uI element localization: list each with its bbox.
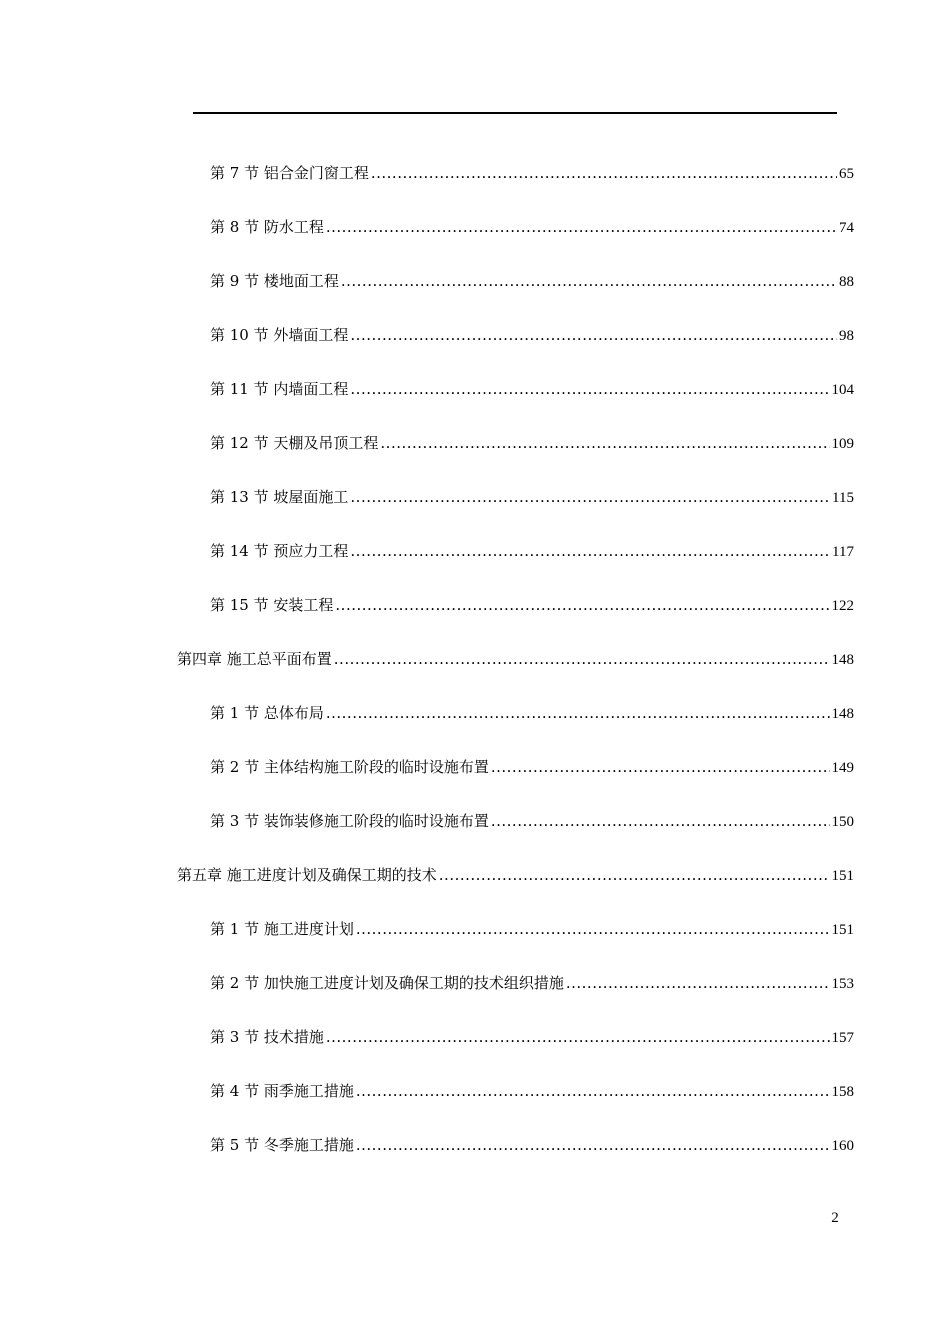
toc-entry[interactable] [210,431,854,455]
page-number: 2 [831,1210,839,1226]
toc-entry-page: 148 [831,706,854,722]
toc-entry[interactable] [210,1025,854,1049]
toc-entry[interactable] [210,809,854,833]
toc-dot-leader [350,377,829,401]
toc-entry-label: 第 2 节 加快施工进度计划及确保工期的技术组织措施 [210,974,564,992]
toc-entry-page: 150 [831,814,854,830]
toc-entry-page: 153 [831,976,854,992]
toc-entry-page: 88 [839,274,854,290]
toc-entry-label: 第 13 节 坡屋面施工 [210,488,349,506]
toc-chapter-entry[interactable] [177,863,854,887]
toc-entry-page: 157 [831,1030,854,1046]
toc-entry[interactable] [210,917,854,941]
toc-entry[interactable] [210,755,854,779]
toc-entry[interactable] [210,323,854,347]
toc-entry[interactable] [210,377,854,401]
toc-entry[interactable] [210,269,854,293]
toc-entry[interactable] [210,485,854,509]
toc-dot-leader [356,917,830,941]
toc-entry-label: 第四章 施工总平面布置 [177,650,332,668]
toc-entry[interactable] [210,215,854,239]
toc-dot-leader [380,431,829,455]
toc-entry[interactable] [210,539,854,563]
toc-dot-leader [566,971,830,995]
toc-entry-label: 第 7 节 铝合金门窗工程 [210,164,369,182]
toc-entry-label: 第 15 节 安装工程 [210,596,334,614]
toc-dot-leader [350,539,830,563]
toc-entry-page: 109 [831,436,854,452]
toc-entry-page: 151 [831,922,854,938]
toc-entry-label: 第 10 节 外墙面工程 [210,326,349,344]
toc-dot-leader [356,1133,830,1157]
toc-entry-page: 117 [832,544,854,560]
toc-entry[interactable] [210,593,854,617]
toc-entry-page: 160 [831,1138,854,1154]
toc-entry[interactable] [210,161,854,185]
toc-entry[interactable] [210,701,854,725]
toc-entry-page: 115 [832,490,854,506]
toc-entry-label: 第 1 节 施工进度计划 [210,920,354,938]
toc-entry-label: 第 3 节 装饰装修施工阶段的临时设施布置 [210,812,489,830]
toc-chapter-entry[interactable] [177,647,854,671]
toc-entry-page: 98 [839,328,854,344]
toc-dot-leader [326,701,830,725]
toc-dot-leader [334,647,830,671]
toc-entry-page: 65 [839,166,854,182]
toc-dot-leader [491,755,830,779]
toc-dot-leader [439,863,830,887]
toc-entry[interactable] [210,1133,854,1157]
toc-entry-label: 第 8 节 防水工程 [210,218,324,236]
toc-entry-label: 第 3 节 技术措施 [210,1028,324,1046]
toc-entry-page: 74 [839,220,854,236]
toc-entry-page: 158 [831,1084,854,1100]
toc-dot-leader [491,809,830,833]
toc-entry-label: 第 9 节 楼地面工程 [210,272,339,290]
toc-entry[interactable] [210,1079,854,1103]
toc-entry-label: 第 14 节 预应力工程 [210,542,349,560]
toc-entry-label: 第 2 节 主体结构施工阶段的临时设施布置 [210,758,489,776]
toc-dot-leader [350,485,830,509]
toc-entry-label: 第五章 施工进度计划及确保工期的技术 [177,866,437,884]
toc-entry-page: 122 [831,598,854,614]
toc-entry-label: 第 11 节 内墙面工程 [210,380,349,398]
toc-entry[interactable] [210,971,854,995]
toc-entry-label: 第 12 节 天棚及吊顶工程 [210,434,379,452]
toc-dot-leader [335,593,829,617]
toc-dot-leader [326,215,837,239]
toc-entry-page: 104 [831,382,854,398]
toc-entry-label: 第 1 节 总体布局 [210,704,324,722]
toc-entry-page: 151 [831,868,854,884]
toc-dot-leader [326,1025,830,1049]
toc-dot-leader [356,1079,830,1103]
toc-entry-page: 149 [831,760,854,776]
toc-dot-leader [341,269,837,293]
toc-entry-label: 第 5 节 冬季施工措施 [210,1136,354,1154]
toc-dot-leader [350,323,837,347]
toc-dot-leader [371,161,837,185]
toc-entry-page: 148 [831,652,854,668]
toc-entry-label: 第 4 节 雨季施工措施 [210,1082,354,1100]
